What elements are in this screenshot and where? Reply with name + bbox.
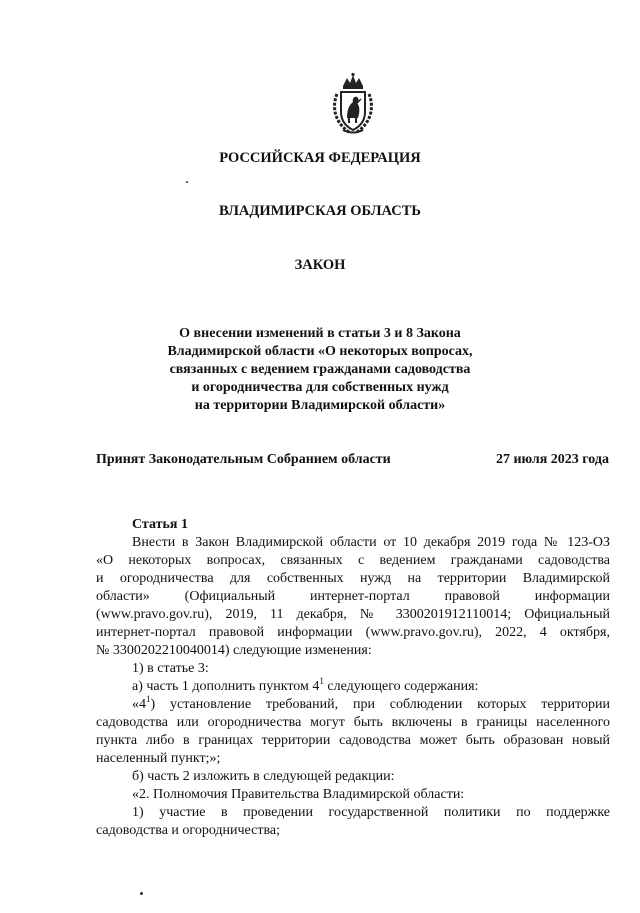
list-item <box>96 678 610 696</box>
quote-text: «4 <box>132 697 146 712</box>
paragraph-line: Внести в Закон Владимирской области от 10 декабря 2019 года № 123-ОЗ <box>132 535 610 550</box>
sub-item-line: садоводства и огородничества; <box>96 823 280 838</box>
country-heading: РОССИЙСКАЯ ФЕДЕРАЦИЯ <box>219 150 421 166</box>
scan-speck <box>140 892 143 895</box>
law-title-line: Владимирской области «О некоторых вопросах, <box>167 344 473 359</box>
adopted-by: Принят Законодательным Собранием области <box>96 452 391 467</box>
quote-line: пункта либо в границах территории садоводства может быть образован новый <box>96 733 610 748</box>
superscript: 1 <box>146 694 151 704</box>
paragraph-line: (www.pravo.gov.ru), 2019, 11 декабря, № 3300201912110014; Официальный <box>96 607 610 622</box>
paragraph-line: «О некоторых вопросах, связанных с ведением гражданами садоводства <box>96 553 610 568</box>
paragraph-line: № 3300202210040014) следующие изменения: <box>96 643 372 658</box>
paragraph-line: интернет-портал правовой информации (www.pravo.gov.ru), 2022, 4 октября, <box>96 625 610 640</box>
law-title-line: связанных с ведением гражданами садоводства <box>169 362 471 377</box>
article-heading: Статья 1 <box>132 517 188 532</box>
adopted-date: 27 июля 2023 года <box>495 452 609 467</box>
document-type-heading: ЗАКОН <box>294 257 346 273</box>
quote-line: садоводства или огородничества могут быть включены в границы населенного <box>96 715 610 730</box>
list-item-text: а) часть 1 дополнить пунктом 4 <box>132 679 320 694</box>
quote-line <box>96 696 610 714</box>
superscript: 1 <box>319 676 324 686</box>
list-item: б) часть 2 изложить в следующей редакции: <box>132 769 395 784</box>
law-title-line: и огородничества для собственных нужд <box>191 380 449 395</box>
quote-line: «2. Полномочия Правительства Владимирской области: <box>132 787 465 802</box>
list-item-text: следующего содержания: <box>323 679 479 694</box>
quote-text: ) установление требований, при соблюдении которых территории <box>150 697 610 712</box>
law-title-line: О внесении изменений в статьи 3 и 8 Закона <box>179 326 461 341</box>
law-title <box>0 325 640 415</box>
scan-speck <box>186 181 188 183</box>
paragraph-line: области» (Официальный интернет-портал правовой информации <box>96 589 610 604</box>
region-heading: ВЛАДИМИРСКАЯ ОБЛАСТЬ <box>219 203 421 219</box>
quote-line: населенный пункт;»; <box>96 751 221 766</box>
article-body <box>96 516 610 840</box>
sub-item-line: 1) участие в проведении государственной политики по поддержке <box>132 805 610 820</box>
coat-of-arms-icon <box>329 72 377 136</box>
list-item: 1) в статье 3: <box>132 661 209 676</box>
paragraph-line: и огородничества для собственных нужд на территории Владимирской <box>96 571 610 586</box>
law-title-line: на территории Владимирской области» <box>194 398 446 413</box>
